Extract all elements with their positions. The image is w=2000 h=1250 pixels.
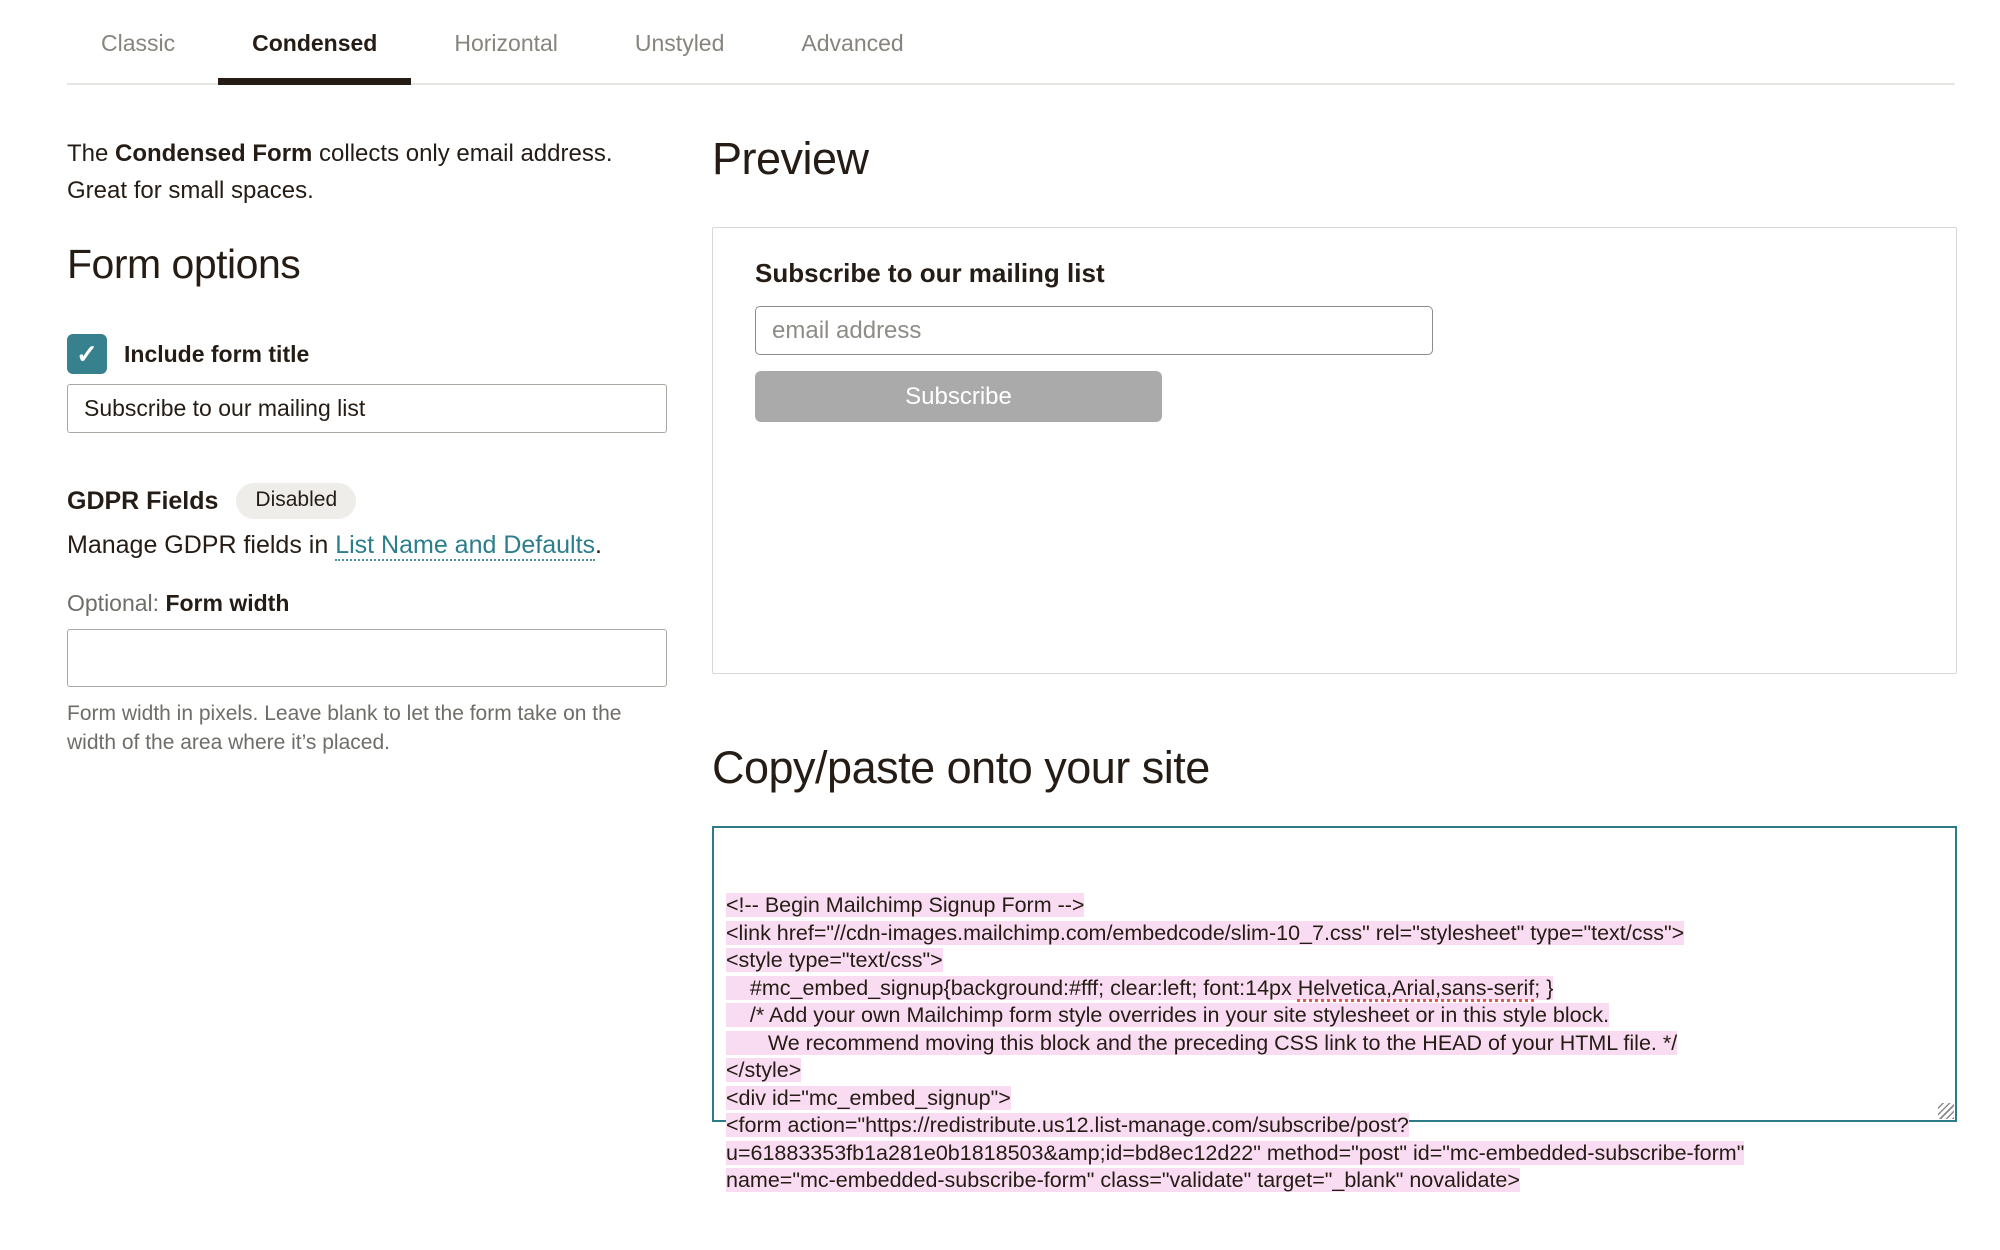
- optional-label: Optional:: [67, 590, 160, 616]
- gdpr-disabled-badge: Disabled: [236, 483, 356, 519]
- form-preview-box: [712, 227, 1957, 674]
- intro-text: [67, 135, 667, 209]
- intro-prefix: The: [67, 140, 116, 167]
- gdpr-manage-text: [67, 531, 667, 560]
- form-width-label: Form width: [165, 590, 290, 616]
- include-form-title-row: [67, 334, 667, 374]
- tab-horizontal[interactable]: Horizontal: [420, 0, 592, 83]
- embed-code-line: <!-- Begin Mailchimp Signup Form -->: [726, 893, 1085, 917]
- embed-code-line: We recommend moving this block and the preceding CSS link to the HEAD of your HTML file. */: [726, 1030, 1678, 1055]
- form-width-label-row: [67, 590, 667, 617]
- embed-code-line: <style type="text/css">: [726, 948, 943, 972]
- form-width-input[interactable]: [67, 629, 667, 687]
- gdpr-fields-label: GDPR Fields: [67, 486, 219, 515]
- include-form-title-checkbox[interactable]: [67, 334, 107, 374]
- tab-classic[interactable]: Classic: [67, 0, 209, 83]
- preview-form-title: Subscribe to our mailing list: [755, 258, 1105, 288]
- form-title-input[interactable]: [67, 384, 667, 433]
- include-form-title-label: Include form title: [124, 340, 310, 367]
- form-style-tabs: [67, 0, 1955, 85]
- form-style-tabbar: [0, 0, 2000, 85]
- preview-subscribe-button[interactable]: Subscribe: [755, 371, 1162, 422]
- tab-unstyled[interactable]: Unstyled: [601, 0, 758, 83]
- embed-code-line: <form action="https://redistribute.us12.list-manage.com/subscribe/post?: [726, 1113, 1409, 1137]
- preview-email-input[interactable]: [755, 306, 1433, 355]
- gdpr-text-suffix: .: [595, 531, 602, 559]
- preview-heading: Preview: [712, 133, 869, 184]
- list-name-defaults-link[interactable]: List Name and Defaults: [335, 531, 596, 559]
- embed-code-line: /* Add your own Mailchimp form style overrides in your site stylesheet or in this style block.: [726, 1003, 1610, 1027]
- embed-code-line: u=61883353fb1a281e0b1818503&amp;id=bd8ec12d22" method="post" id="mc-embedded-subscribe-form": [726, 1140, 1745, 1165]
- intro-bold: Condensed Form: [115, 140, 313, 167]
- gdpr-fields-header: [67, 483, 667, 519]
- form-width-help-text: Form width in pixels. Leave blank to let the form take on the width of the area where it’s placed.: [67, 702, 622, 754]
- tab-condensed[interactable]: Condensed: [218, 0, 411, 83]
- intro-suffix: collects only email address.: [312, 140, 613, 167]
- embed-code-line: <link href="//cdn-images.mailchimp.com/embedcode/slim-10_7.css" rel="stylesheet" type="text/css">: [726, 920, 1685, 945]
- resize-handle-icon[interactable]: [1938, 1103, 1954, 1119]
- intro-line-2: Great for small spaces.: [67, 177, 314, 204]
- preview-panel: [712, 85, 1957, 1192]
- form-options-panel: [67, 85, 667, 1122]
- form-options-heading: Form options: [67, 241, 301, 287]
- content-area: [0, 85, 2000, 1192]
- check-icon: ✓: [76, 338, 98, 369]
- embed-code-textarea[interactable]: [712, 826, 1957, 1192]
- intro-line-1: [67, 135, 667, 172]
- embed-code-line: <div id="mc_embed_signup">: [726, 1085, 1011, 1110]
- embed-code-line: #mc_embed_signup{background:#fff; clear:left; font:14px Helvetica,Arial,sans-serif; }: [726, 975, 1554, 1000]
- copy-paste-heading: Copy/paste onto your site: [712, 742, 1210, 793]
- gdpr-text-prefix: Manage GDPR fields in: [67, 531, 336, 559]
- embed-code-line: name="mc-embedded-subscribe-form" class="validate" target="_blank" novalidate>: [726, 1168, 1520, 1192]
- embed-code-line: </style>: [726, 1058, 802, 1082]
- tab-advanced[interactable]: Advanced: [767, 0, 937, 83]
